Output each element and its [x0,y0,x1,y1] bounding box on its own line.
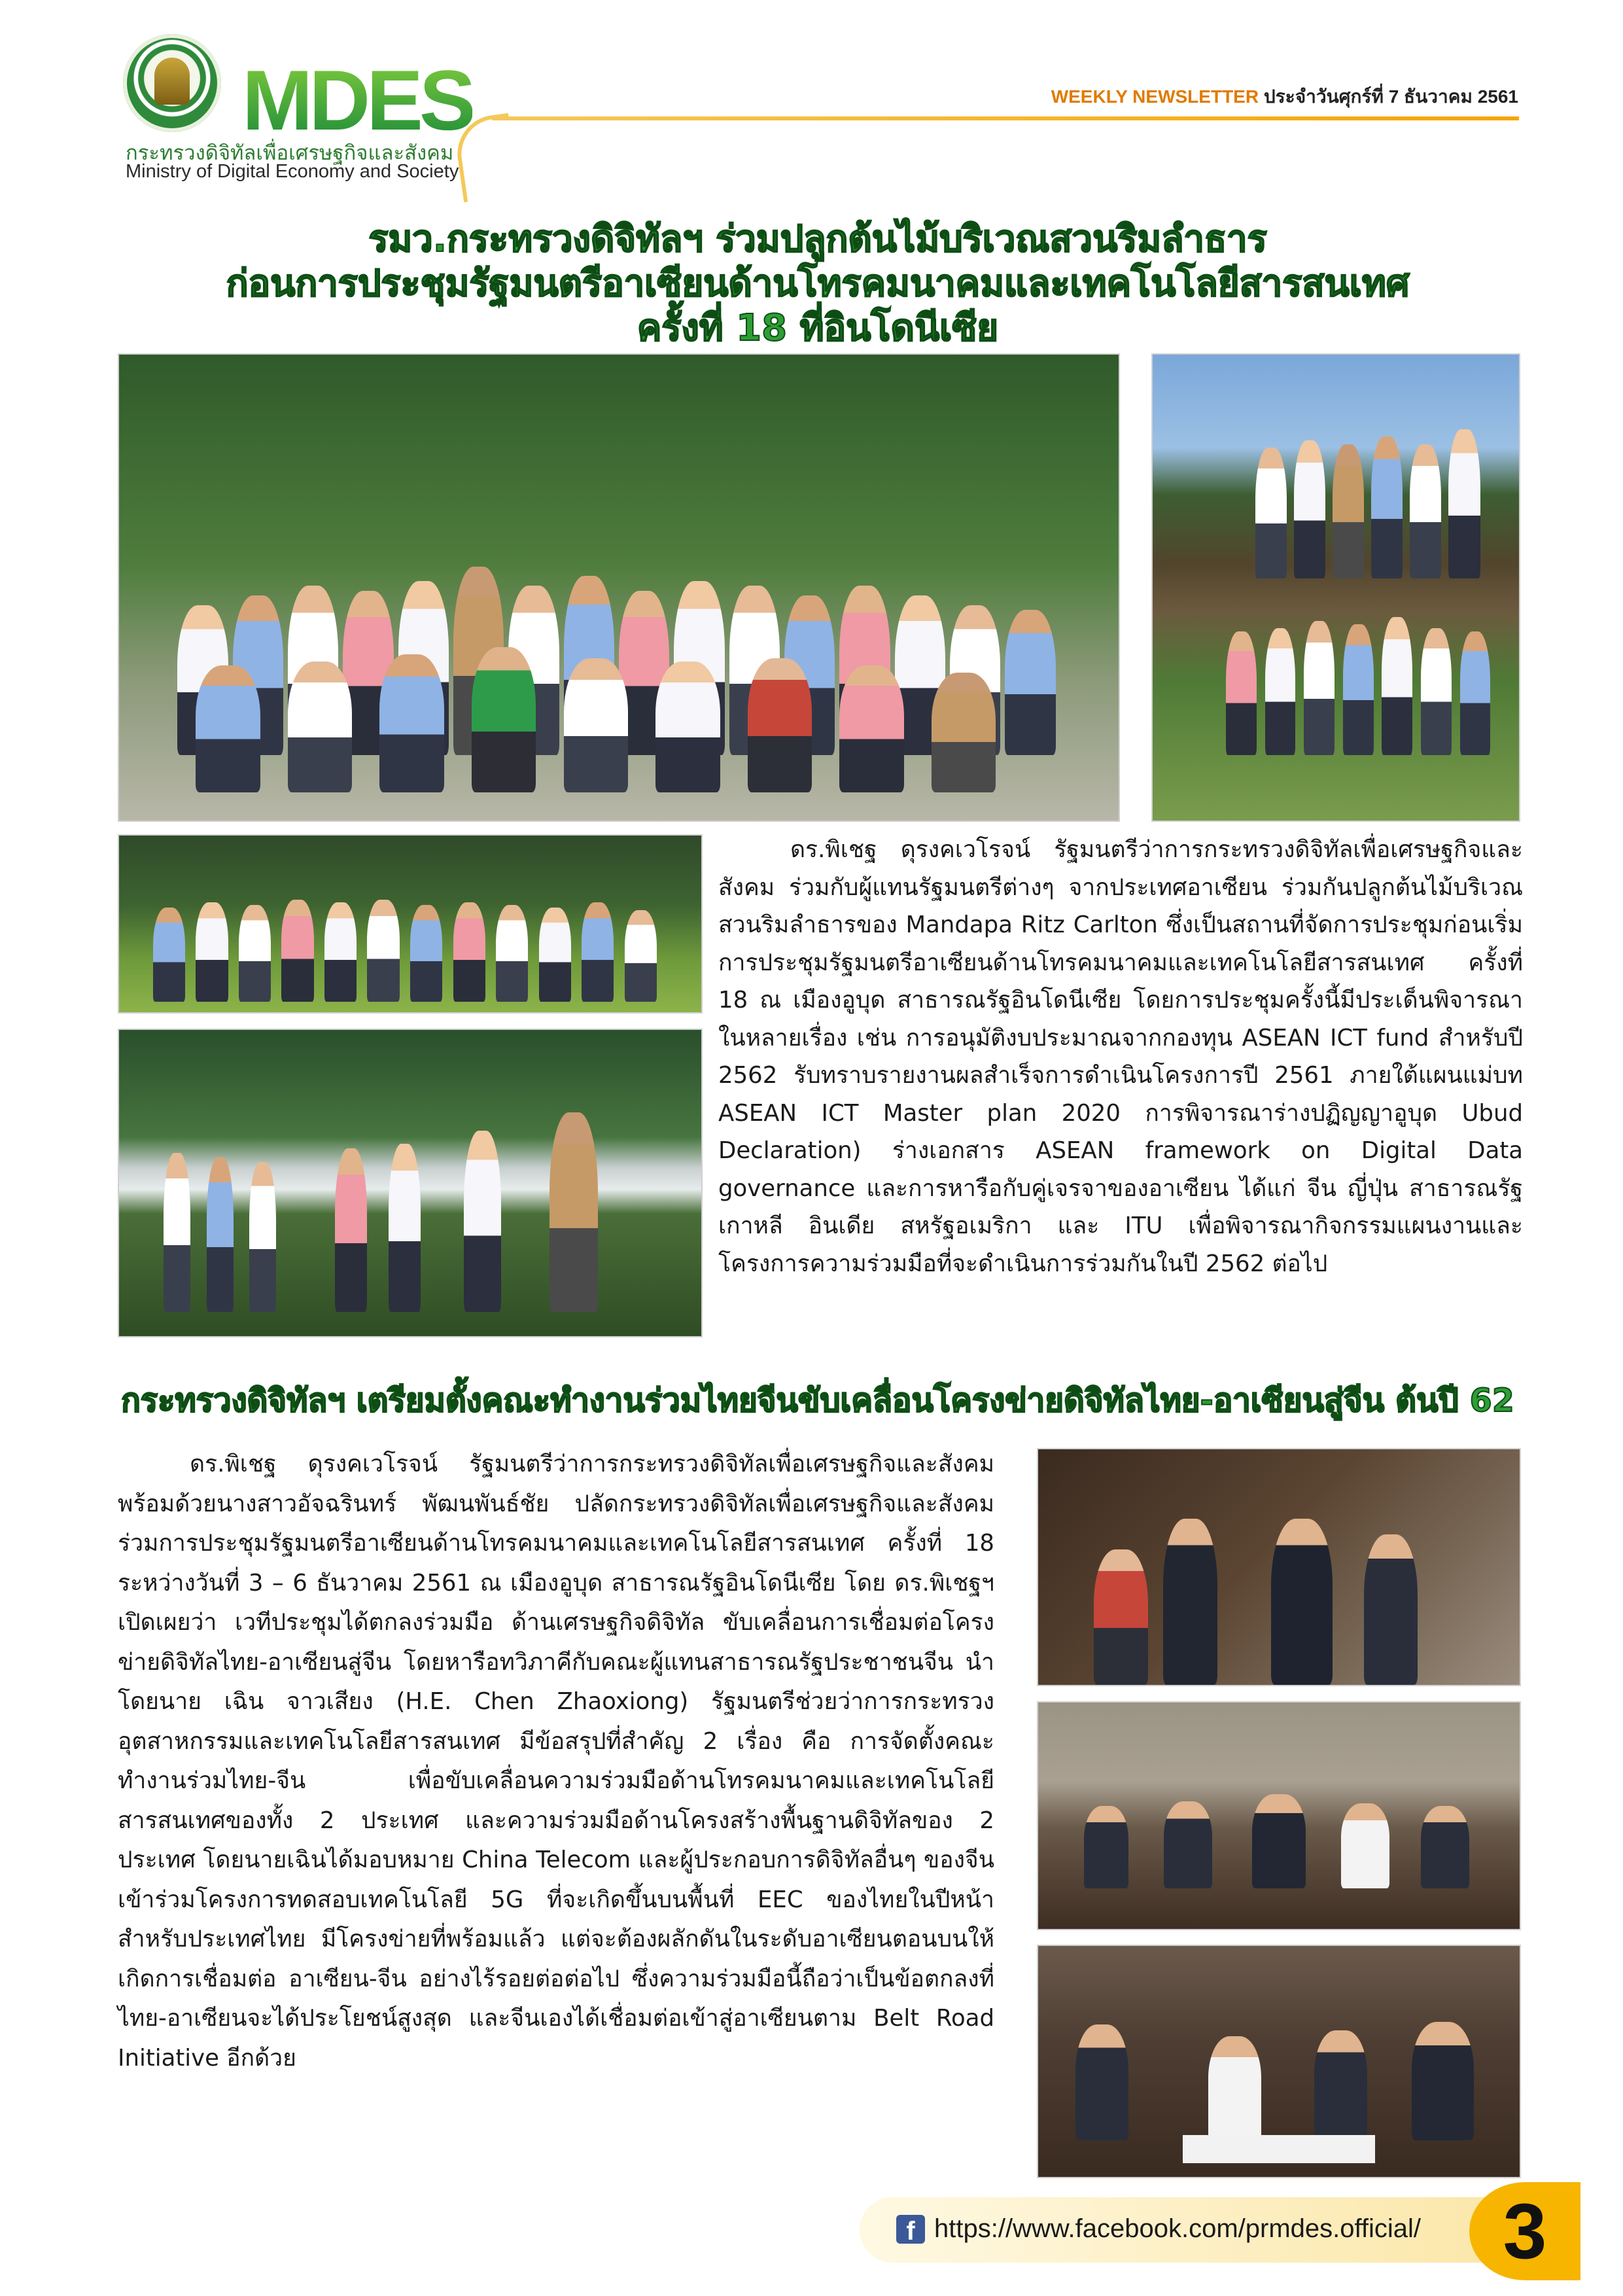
newsletter-label: WEEKLY NEWSLETTER [1051,86,1259,107]
page-number: 3 [1469,2182,1580,2280]
article2-body: ดร.พิเชฐ ดุรงคเวโรจน์ รัฐมนตรีว่าการกระทรวงดิจิทัลเพื่อเศรษฐกิจและสังคม พร้อมด้วยนางสาวอัจฉรินทร์ พัฒนพันธ์ชัย ปลัดกระทรวงดิจิทัลเพื่อเศรษฐกิจและสังคม ร่วมการประชุมรัฐมนตรีอาเซียนด้านโทรคมนาคมและเทคโนโลยีสารสนเทศ ครั้งที่ 18 ระหว่างวันที่ 3 – 6 ธันวาคม 2561 ณ เมืองอูบุด สาธารณรัฐอินโดนีเซีย โดย ดร.พิเชฐฯ เปิดเผยว่า เวทีประชุมได้ตกลงร่วมมือ ด้านเศรษฐกิจดิจิทัล ขับเคลื่อนการเชื่อมต่อโครงข่ายดิจิทัลไทย-อาเซียนสู่จีน โดยหารือทวิภาคีกับคณะผู้แทนสาธารณรัฐประชาชนจีน นำโดยนาย เฉิน จาวเสียง (H.E. Chen Zhaoxiong) รัฐมนตรีช่วยว่าการกระทรวงอุตสาหกรรมและเทคโนโลยีสารสนเทศ มีข้อสรุปที่สำคัญ 2 เรื่อง คือ การจัดตั้งคณะทำงานร่วมไทย-จีน เพื่อขับเคลื่อนความร่วมมือด้านโทรคมนาคมและเทคโนโลยีสารสนเทศของทั้ง 2 ประเทศ และความร่วมมือด้านโครงสร้างพื้นฐานดิจิทัลของ 2 ประเทศ โดยนายเฉินได้มอบหมาย China Telecom และผู้ประกอบการดิจิทัลอื่นๆ ของจีน เข้าร่วมโครงการทดสอบเทคโนโลยี 5G ที่จะเกิดขึ้นบนพื้นที่ EEC ของไทยในปีหน้า สำหรับประเทศไทย มีโครงข่ายที่พร้อมแล้ว แต่จะต้องผลักดันในระดับอาเซียนตอนบนให้เกิดการเชื่อมต่อ อาเซียน-จีน อย่างไร้รอยต่อต่อไป ซึ่งความร่วมมือนี้ถือว่าเป็นข้อตกลงที่ไทย-อาเซียนจะได้ประโยชน์สูงสุด และจีนเองได้เชื่อมต่อเข้าสู่อาเซียนตาม Belt Road Initiative อีกด้วย [118,1451,994,2072]
newsletter-date: ประจำวันศุกร์ที่ 7 ธันวาคม 2561 [1263,86,1518,107]
article1-body: ดร.พิเชฐ ดุรงคเวโรจน์ รัฐมนตรีว่าการกระทรวงดิจิทัลเพื่อเศรษฐกิจและสังคม ร่วมกับผู้แทนรัฐมนตรีต่างๆ จากประเทศอาเซียน ร่วมกันปลูกต้นไม้บริเวณสวนริมลำธารของ Mandapa Ritz Carlton ซึ่งเป็นสถานที่จัดการประชุมก่อนเริ่มการประชุมรัฐมนตรีอาเซียนด้านโทรคมนาคมและเทคโนโลยีสารสนเทศ ครั้งที่ 18 ณ เมืองอูบุด สาธารณรัฐอินโดนีเซีย โดยการประชุมครั้งนี้มีประเด็นพิจารณาในหลายเรื่อง เช่น การอนุมัติงบประมาณจากกองทุน ASEAN ICT fund สำหรับปี 2562 รับทราบรายงานผลสำเร็จการดำเนินโครงการปี 2561 ภายใต้แผนแม่บท ASEAN ICT Master plan 2020 การพิจารณาร่างปฏิญญาอูบุด Ubud Declaration) ร่างเอกสาร ASEAN framework on Digital Data governance และการหารือกับคู่เจรจาของอาเซียน ได้แก่ จีน ญี่ปุ่น สาธารณรัฐเกาหลี อินเดีย สหรัฐอเมริกา และ ITU เพื่อพิจารณากิจกรรมแผนงานและโครงการความร่วมมือที่จะดำเนินการร่วมกันในปี 2562 ต่อไป [718,836,1523,1277]
article2-title: กระทรวงดิจิทัลฯ เตรียมตั้งคณะทำงานร่วมไทยจีนขับเคลื่อนโครงข่ายดิจิทัลไทย-อาเซียนสู่จีน ต้นปี 62 [121,1382,1514,1419]
photo-handshake [1037,1448,1521,1686]
header-divider [492,116,1519,120]
ministry-name-thai: กระทรวงดิจิทัลเพื่อเศรษฐกิจและสังคม [126,141,454,165]
photo-group-garden [118,353,1120,822]
ministry-name-english: Ministry of Digital Economy and Society [126,161,459,182]
facebook-icon[interactable]: f [896,2215,925,2244]
ministry-seal-logo [123,34,221,132]
newsletter-heading [1051,82,1518,111]
article1-title-line3: ครั้งที่ 18 ที่อินโดนีเซีย [637,307,999,349]
article1-title-line1: รมว.กระทรวงดิจิทัลฯ ร่วมปลูกต้นไม้บริเวณสวนริมลำธาร [368,218,1267,260]
mdes-logo: MDES [242,52,472,148]
photo-document-signing [1037,1945,1521,2178]
facebook-link[interactable]: https://www.facebook.com/prmdes.official/ [934,2214,1422,2243]
photo-meeting-table [1037,1701,1521,1930]
article1-title-line2: ก่อนการประชุมรัฐมนตรีอาเซียนด้านโทรคมนาคมและเทคโนโลยีสารสนเทศ [226,262,1410,305]
photo-treehouse-group [1151,353,1520,822]
photo-rice-field-group [118,834,703,1014]
photo-river-tree-planting [118,1029,703,1337]
